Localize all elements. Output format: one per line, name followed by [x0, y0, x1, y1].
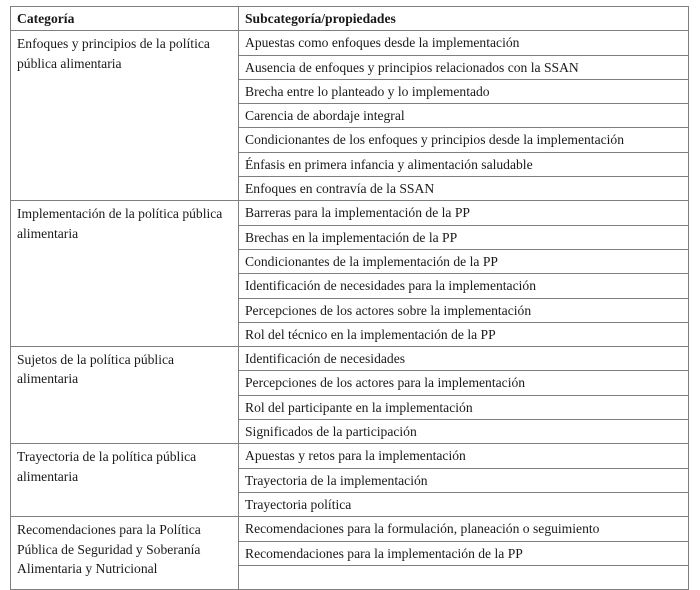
subcategory-cell: Percepciones de los actores para la implementación: [239, 371, 689, 395]
subcategory-cell: Identificación de necesidades: [239, 347, 689, 371]
table-body: [11, 31, 689, 590]
subcategory-cell: Trayectoria de la implementación: [239, 468, 689, 492]
category-cell: Enfoques y principios de la política pública alimentaria: [11, 31, 239, 201]
table-row: [11, 517, 689, 541]
subcategory-cell: Barreras para la implementación de la PP: [239, 201, 689, 225]
category-cell: Trayectoria de la política pública alimentaria: [11, 444, 239, 517]
table-row: [11, 31, 689, 55]
table-row: [11, 201, 689, 225]
subcategory-cell: Percepciones de los actores sobre la implementación: [239, 298, 689, 322]
subcategory-cell: Condicionantes de los enfoques y principios desde la implementación: [239, 128, 689, 152]
subcategory-cell: Significados de la participación: [239, 420, 689, 444]
subcategory-cell: Trayectoria política: [239, 492, 689, 516]
category-cell: Recomendaciones para la Política Pública de Seguridad y Soberanía Alimentaria y Nutricional: [11, 517, 239, 590]
subcategory-cell: Enfoques en contravía de la SSAN: [239, 177, 689, 201]
subcategory-cell: Identificación de necesidades para la implementación: [239, 274, 689, 298]
subcategory-cell: Ausencia de enfoques y principios relacionados con la SSAN: [239, 55, 689, 79]
table-row: [11, 444, 689, 468]
column-header-subcategory: Subcategoría/propiedades: [239, 7, 689, 31]
subcategory-cell: Recomendaciones para la formulación, planeación o seguimiento: [239, 517, 689, 541]
category-subcategory-table: [10, 6, 689, 590]
subcategory-cell: Brechas en la implementación de la PP: [239, 225, 689, 249]
subcategory-cell: Énfasis en primera infancia y alimentación saludable: [239, 152, 689, 176]
subcategory-cell: Rol del técnico en la implementación de la PP: [239, 322, 689, 346]
subcategory-cell: Carencia de abordaje integral: [239, 104, 689, 128]
subcategory-cell: Brecha entre lo planteado y lo implementado: [239, 79, 689, 103]
column-header-category: Categoría: [11, 7, 239, 31]
subcategory-cell: Rol del participante en la implementación: [239, 395, 689, 419]
subcategory-cell-empty: [239, 565, 689, 589]
table-row: [11, 347, 689, 371]
subcategory-cell: Recomendaciones para la implementación de la PP: [239, 541, 689, 565]
table-header-row: [11, 7, 689, 31]
subcategory-cell: Apuestas y retos para la implementación: [239, 444, 689, 468]
subcategory-cell: Condicionantes de la implementación de la PP: [239, 249, 689, 273]
category-cell: Implementación de la política pública alimentaria: [11, 201, 239, 347]
table-header: [11, 7, 689, 31]
category-cell: Sujetos de la política pública alimentaria: [11, 347, 239, 444]
subcategory-cell: Apuestas como enfoques desde la implementación: [239, 31, 689, 55]
